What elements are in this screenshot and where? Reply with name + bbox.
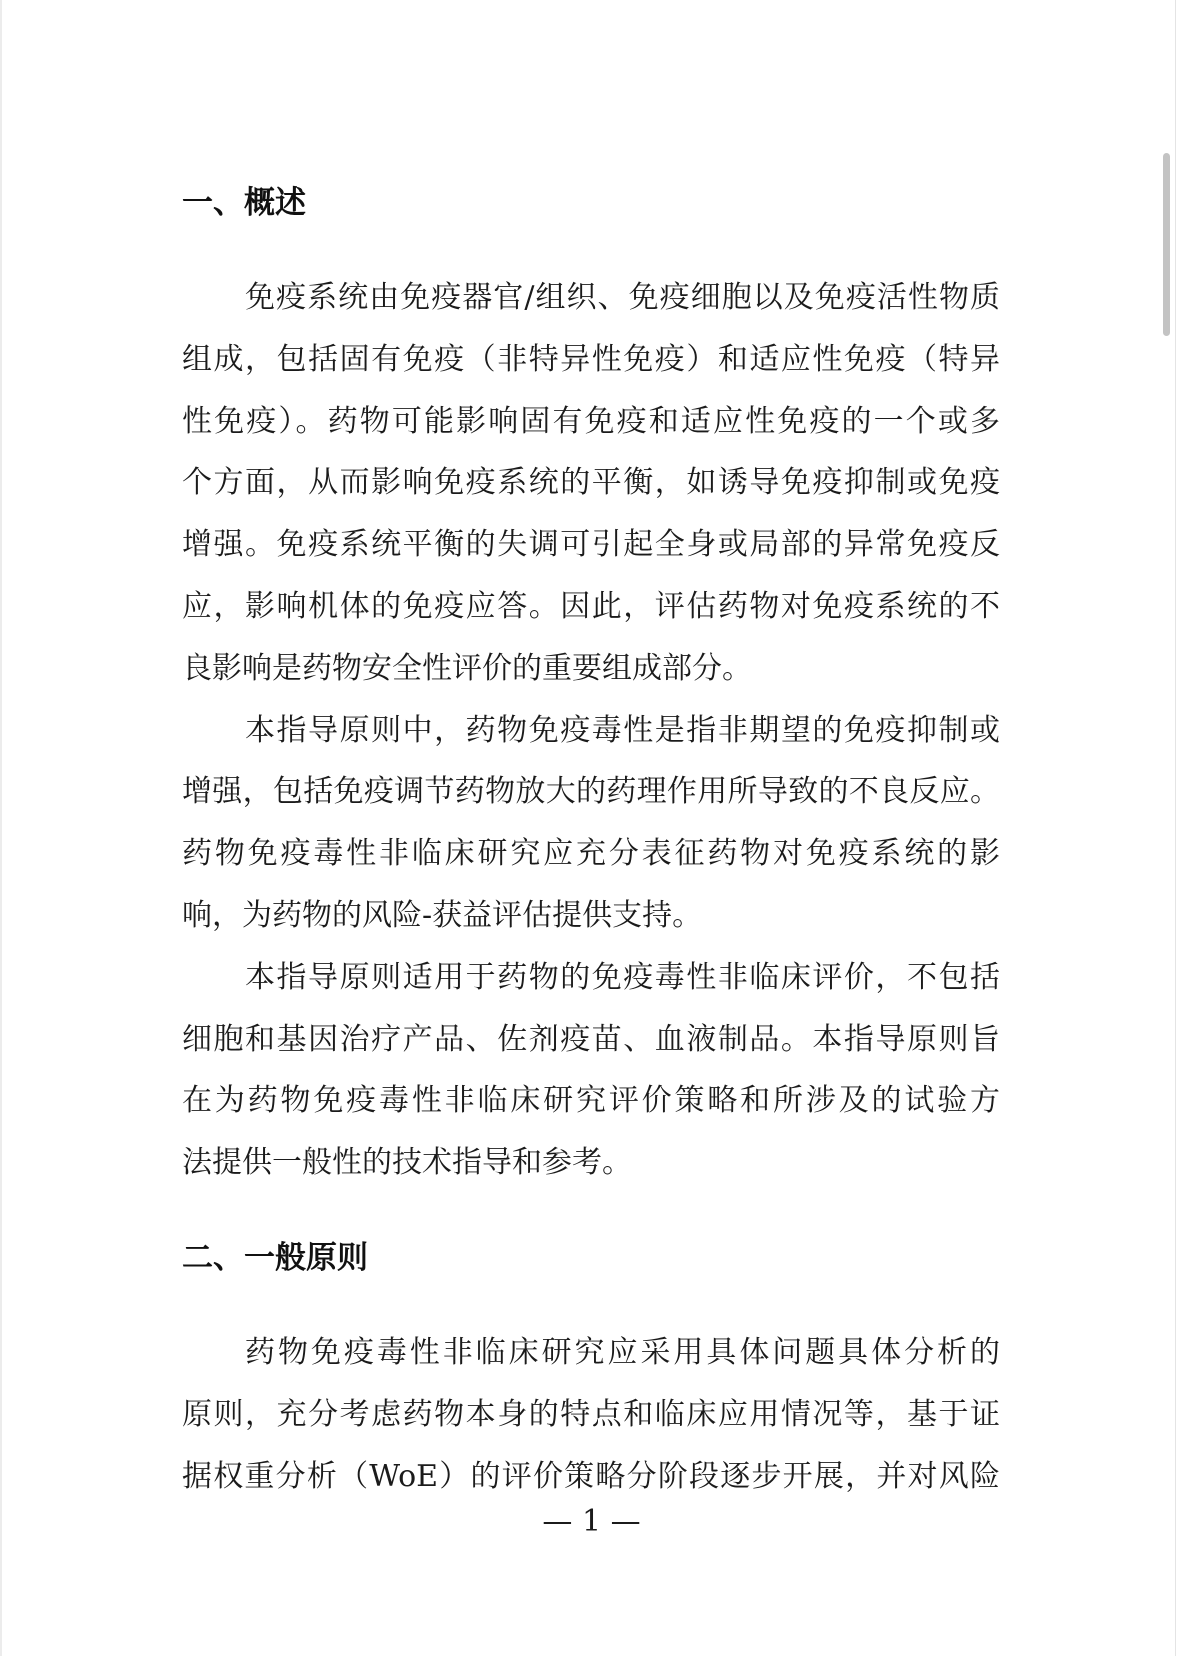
paragraph-line: 增强。免疫系统平衡的失调可引起全身或局部的异常免疫反 bbox=[182, 527, 1000, 563]
paragraph-line: 响，为药物的风险-获益评估提供支持。 bbox=[182, 897, 703, 933]
paragraph-line: 原则，充分考虑药物本身的特点和临床应用情况等，基于证 bbox=[182, 1396, 1000, 1432]
paragraph-line: 在为药物免疫毒性非临床研究评价策略和所涉及的试验方 bbox=[182, 1083, 1000, 1119]
paragraph bbox=[182, 700, 1000, 947]
page-number: — 1 — bbox=[542, 1504, 641, 1539]
section-heading: 二、一般原则 bbox=[182, 1239, 368, 1276]
page-content bbox=[182, 172, 1000, 1507]
paragraph-line: 药物免疫毒性非临床研究应采用具体问题具体分析的 bbox=[245, 1334, 1000, 1370]
paragraph-line: 应，影响机体的免疫应答。因此，评估药物对免疫系统的不 bbox=[182, 588, 1000, 624]
paragraph-line: 良影响是药物安全性评价的重要组成部分。 bbox=[182, 650, 752, 686]
paragraph bbox=[182, 1322, 1000, 1507]
paragraph-line: 本指导原则中，药物免疫毒性是指非期望的免疫抑制或 bbox=[245, 712, 1000, 748]
scrollbar-thumb[interactable] bbox=[1163, 153, 1170, 336]
paragraph-line: 法提供一般性的技术指导和参考。 bbox=[182, 1145, 632, 1181]
paragraph-line: 药物免疫毒性非临床研究应充分表征药物对免疫系统的影 bbox=[182, 836, 1000, 872]
paragraph-line: 组成，包括固有免疫（非特异性免疫）和适应性免疫（特异 bbox=[182, 341, 1000, 377]
paragraph-line: 据权重分析（WoE）的评价策略分阶段逐步开展，并对风险 bbox=[182, 1458, 1000, 1494]
paragraph-line: 本指导原则适用于药物的免疫毒性非临床评价，不包括 bbox=[245, 959, 1000, 995]
paragraph-line: 个方面，从而影响免疫系统的平衡，如诱导免疫抑制或免疫 bbox=[182, 465, 1000, 501]
section-heading: 一、概述 bbox=[182, 185, 306, 221]
vertical-scrollbar[interactable] bbox=[1160, 0, 1173, 1656]
paragraph-line: 细胞和基因治疗产品、佐剂疫苗、血液制品。本指导原则旨 bbox=[182, 1021, 1000, 1057]
paragraph-line: 性免疫）。药物可能影响固有免疫和适应性免疫的一个或多 bbox=[182, 403, 1000, 439]
paragraph bbox=[182, 947, 1000, 1194]
paragraph bbox=[182, 267, 1000, 700]
paragraph-line: 免疫系统由免疫器官/组织、免疫细胞以及免疫活性物质 bbox=[245, 280, 1000, 315]
paragraph-line: 增强，包括免疫调节药物放大的药理作用所导致的不良反应。 bbox=[182, 774, 1000, 810]
